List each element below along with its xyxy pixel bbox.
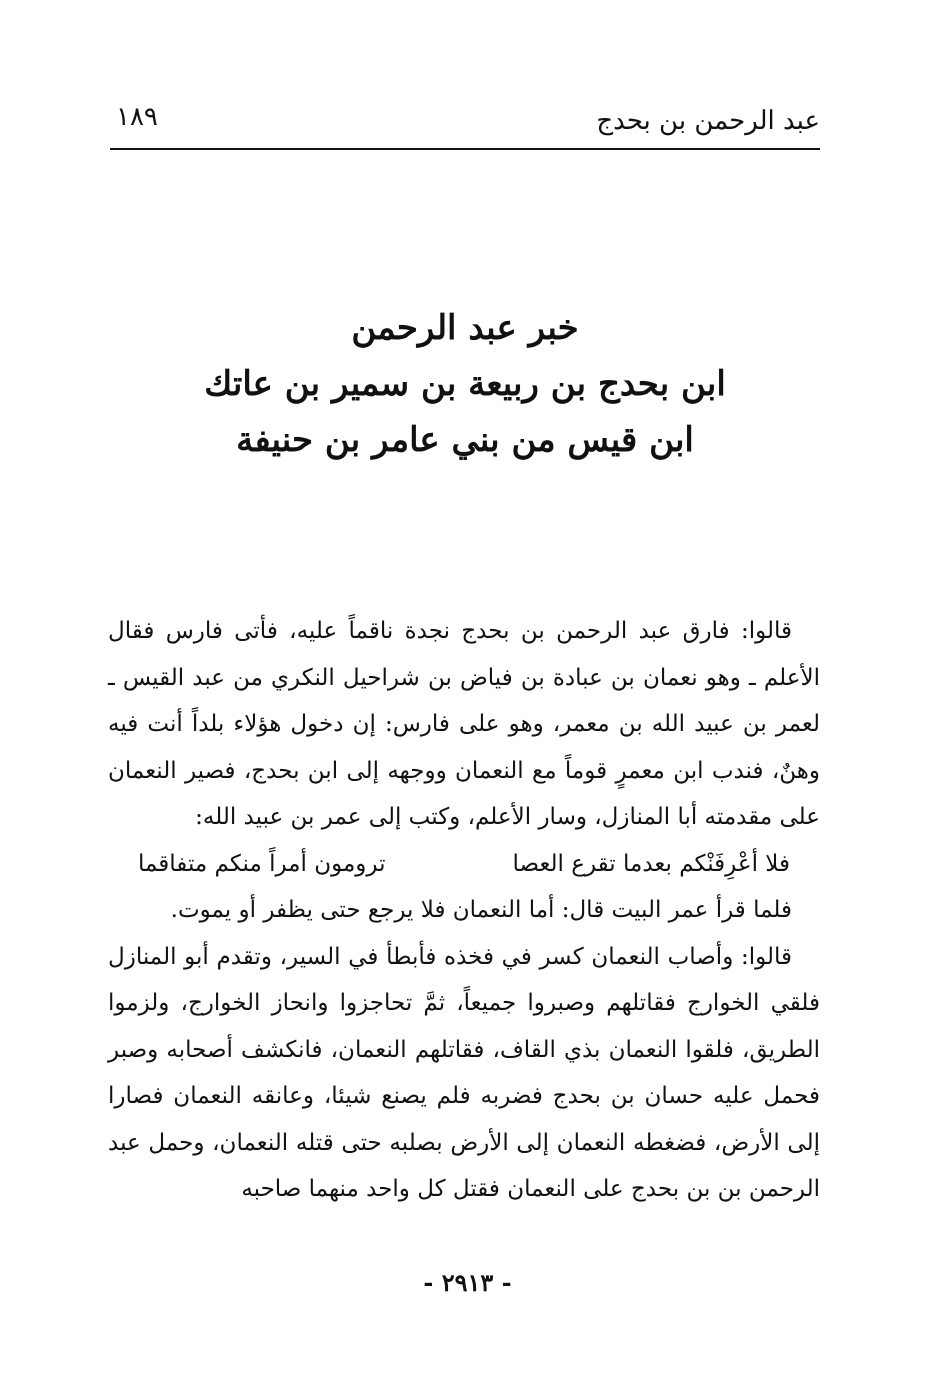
page-number: ١٨٩ xyxy=(116,102,158,132)
title-line-3: ابن قيس من بني عامر بن حنيفة xyxy=(236,420,694,460)
verse-hemistich-right: فلا أعْرِفَنْكم بعدما تقرع العصا xyxy=(512,850,790,877)
chapter-title xyxy=(110,300,820,468)
body-text xyxy=(108,608,820,1213)
paragraph-3: قالوا: وأصاب النعمان كسر في فخذه فأبطأ في السير، وتقدم أبو المنازل فلقي الخوارج فقاتلهم وصبروا جميعاً، ثمَّ تحاجزوا وانحاز الخوارج، ولزموا الطريق، فلقوا النعمان بذي القاف، فقاتلهم النعمان، فانكشف أصحابه وصبر فحمل عليه حسان بن بحدج فضربه فلم يصنع شيئا، وعانقه النعمان فصارا إلى الأرض، فضغطه النعمان إلى الأرض بصلبه حتى قتله النعمان، وحمل عبد الرحمن بن بن بحدج على النعمان فقتل كل واحد منهما صاحبه xyxy=(108,943,820,1202)
verse-hemistich-left: ترومون أمراً منكم متفاقما xyxy=(138,850,386,877)
paragraph-2: فلما قرأ عمر البيت قال: أما النعمان فلا يرجع حتى يظفر أو يموت. xyxy=(170,897,792,923)
running-header xyxy=(110,98,820,150)
footer-page-code: - ٢٩١٣ - xyxy=(423,1268,512,1297)
title-line-2: ابن بحدج بن ربيعة بن سمير بن عاتك xyxy=(204,364,726,404)
header-title: عبد الرحمن بن بحدج xyxy=(596,106,820,136)
title-line-1: خبر عبد الرحمن xyxy=(351,308,579,348)
poetry-verse xyxy=(108,841,820,888)
paragraph-1: قالوا: فارق عبد الرحمن بن بحدج نجدة ناقماً عليه، فأتى فارس فقال الأعلم ـ وهو نعمان بن عبادة بن فياض بن شراحيل النكري من عبد القيس ـ لعمر بن عبيد الله بن معمر، وهو على فارس: إن دخول هؤلاء بلداً أنت فيه وهنٌ، فندب ابن معمرٍ قوماً مع النعمان ووجهه إلى ابن بحدج، فصير النعمان على مقدمته أبا المنازل، وسار الأعلم، وكتب إلى عمر بن عبيد الله: xyxy=(108,618,820,830)
